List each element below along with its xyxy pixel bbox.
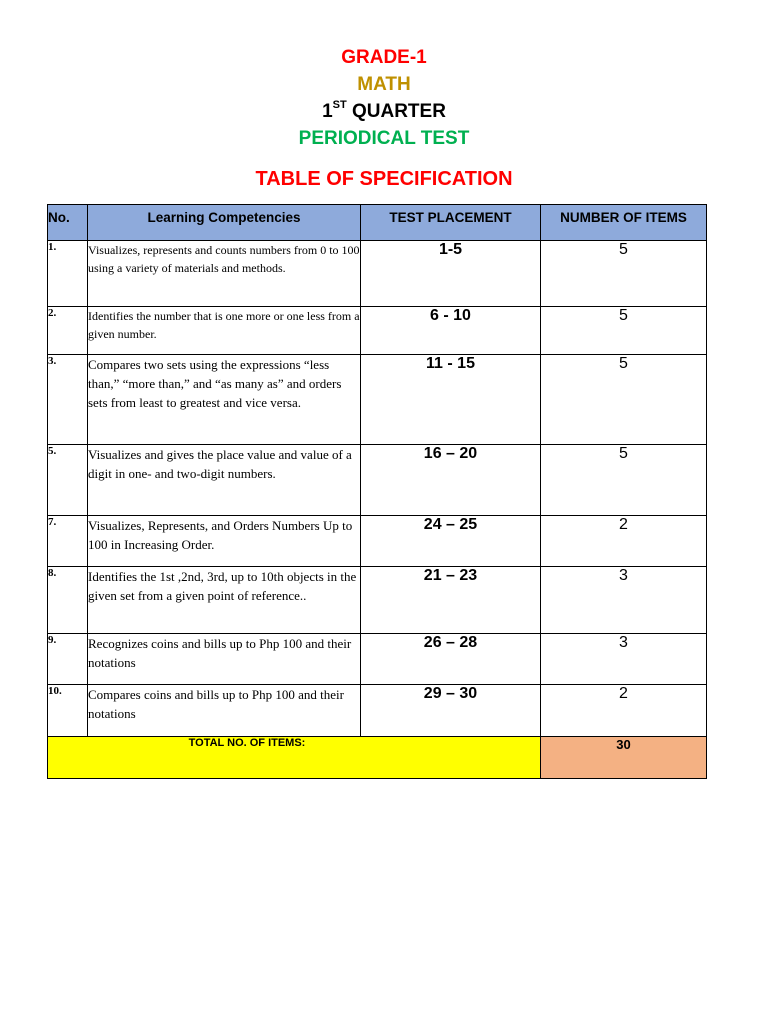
total-value: 30 [541,737,707,779]
column-header-no: No. [48,205,88,241]
table-row [48,567,707,634]
row-number: 8. [48,567,88,634]
row-competency: Identifies the number that is one more or one less from a given number. [88,307,361,355]
table-row [48,355,707,445]
row-number: 9. [48,634,88,685]
row-items: 3 [541,634,707,685]
row-number: 10. [48,685,88,737]
column-header-competencies: Learning Competencies [88,205,361,241]
subject-title: MATH [357,74,411,95]
quarter-word: QUARTER [351,101,446,122]
table-title: TABLE OF SPECIFICATION [255,168,513,190]
table-row [48,634,707,685]
row-items: 2 [541,685,707,737]
row-competency: Identifies the 1st ,2nd, 3rd, up to 10th objects in the given set from a given point of reference.. [88,567,361,634]
row-items: 5 [541,355,707,445]
row-items: 2 [541,516,707,567]
total-label-cell [48,737,541,779]
quarter-title [0,98,768,123]
row-number: 2. [48,307,88,355]
row-placement: 16 – 20 [361,445,541,516]
row-number: 5. [48,445,88,516]
row-competency: Visualizes and gives the place value and value of a digit in one- and two-digit numbers. [88,445,361,516]
test-name-title: PERIODICAL TEST [298,128,470,149]
row-placement: 21 – 23 [361,567,541,634]
column-header-placement: TEST PLACEMENT [361,205,541,241]
table-row [48,516,707,567]
row-placement: 24 – 25 [361,516,541,567]
table-row [48,307,707,355]
row-number: 7. [48,516,88,567]
total-label: TOTAL NO. OF ITEMS: [188,737,306,749]
row-placement: 1-5 [361,241,541,307]
row-placement: 6 - 10 [361,307,541,355]
specification-table [47,204,707,779]
table-header-row [48,205,707,241]
row-competency: Recognizes coins and bills up to Php 100 and their notations [88,634,361,685]
quarter-number: 1 [322,101,333,122]
row-number: 1. [48,241,88,307]
row-placement: 11 - 15 [361,355,541,445]
row-items: 5 [541,307,707,355]
row-items: 3 [541,567,707,634]
table-row [48,685,707,737]
row-number: 3. [48,355,88,445]
row-items: 5 [541,241,707,307]
row-competency: Visualizes, represents and counts numbers from 0 to 100 using a variety of materials and methods. [88,241,361,307]
row-competency: Compares two sets using the expressions “less than,” “more than,” and “as many as” and orders sets from least to greatest and vice versa. [88,355,361,445]
table-row [48,445,707,516]
row-items: 5 [541,445,707,516]
row-competency: Compares coins and bills up to Php 100 and their notations [88,685,361,737]
quarter-superscript: ST [332,98,347,111]
column-header-items: NUMBER OF ITEMS [541,205,707,241]
grade-title: GRADE-1 [341,47,427,68]
row-competency: Visualizes, Represents, and Orders Numbers Up to 100 in Increasing Order. [88,516,361,567]
row-placement: 29 – 30 [361,685,541,737]
total-row [48,737,707,779]
row-placement: 26 – 28 [361,634,541,685]
table-row [48,241,707,307]
